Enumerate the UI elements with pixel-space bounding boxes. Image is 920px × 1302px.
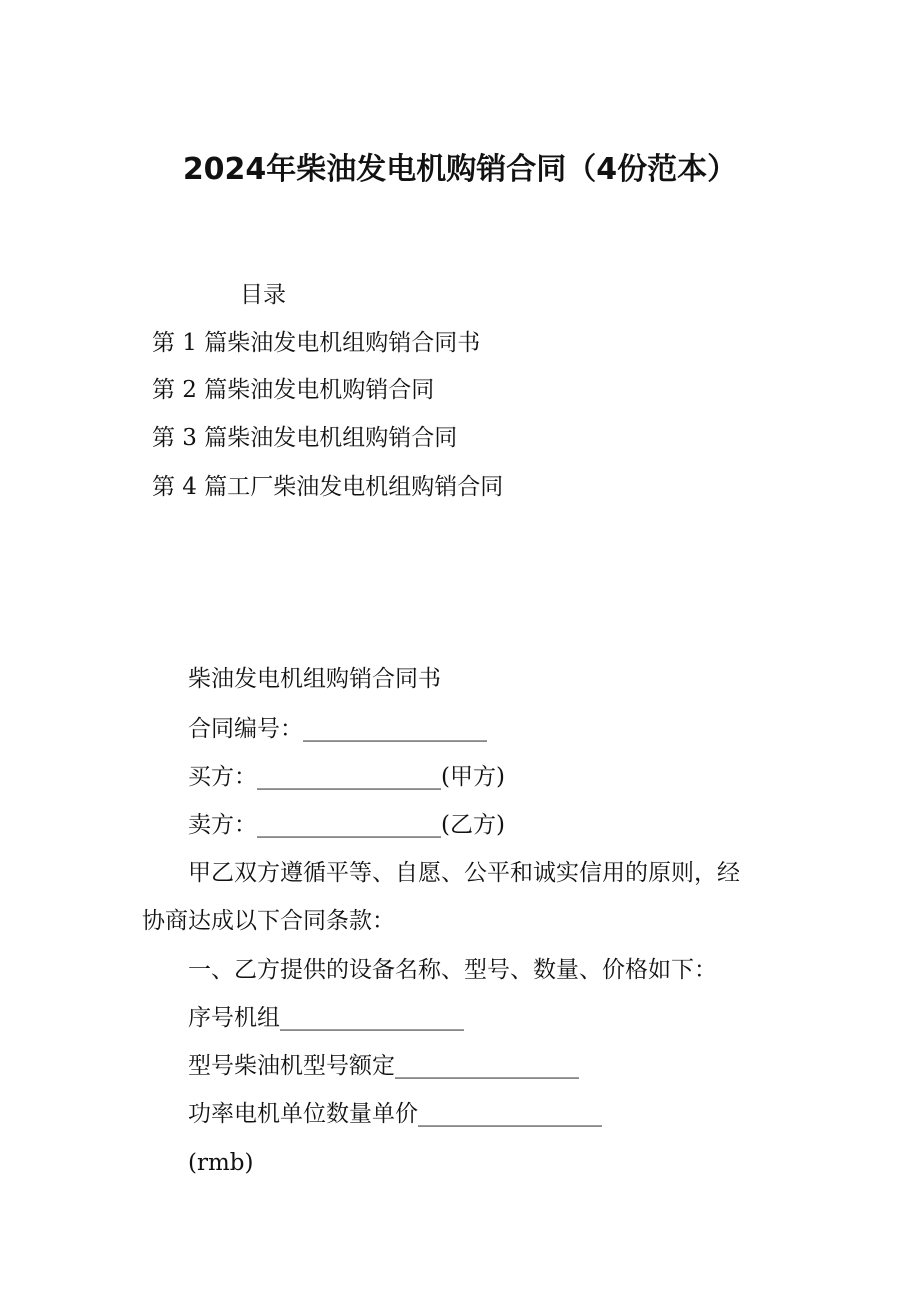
buyer-line: 买方：________________(甲方) [188,764,505,790]
clause-1-heading: 一、乙方提供的设备名称、型号、数量、价格如下： [188,957,717,983]
seller-line: 卖方：________________(乙方) [188,812,505,838]
equipment-row-4: (rmb) [188,1150,254,1176]
contract-number-line: 合同编号：________________ [188,716,487,742]
equipment-row-3: 功率电机单位数量单价________________ [188,1101,602,1127]
equipment-row-2: 型号柴油机型号额定________________ [188,1053,579,1079]
toc-item-2[interactable]: 第 2 篇柴油发电机购销合同 [152,377,435,403]
toc-item-1[interactable]: 第 1 篇柴油发电机组购销合同书 [152,330,481,356]
toc-item-4[interactable]: 第 4 篇工厂柴油发电机组购销合同 [152,474,504,500]
equipment-row-1: 序号机组________________ [188,1005,464,1031]
toc-heading: 目录 [240,282,286,308]
intro-paragraph-line-1: 甲乙双方遵循平等、自愿、公平和诚实信用的原则，经 [188,860,740,886]
document-title: 2024年柴油发电机购销合同（4份范本） [182,152,738,187]
toc-item-3[interactable]: 第 3 篇柴油发电机组购销合同 [152,425,458,451]
intro-paragraph-line-2: 协商达成以下合同条款： [142,908,395,934]
contract-title: 柴油发电机组购销合同书 [188,666,441,692]
